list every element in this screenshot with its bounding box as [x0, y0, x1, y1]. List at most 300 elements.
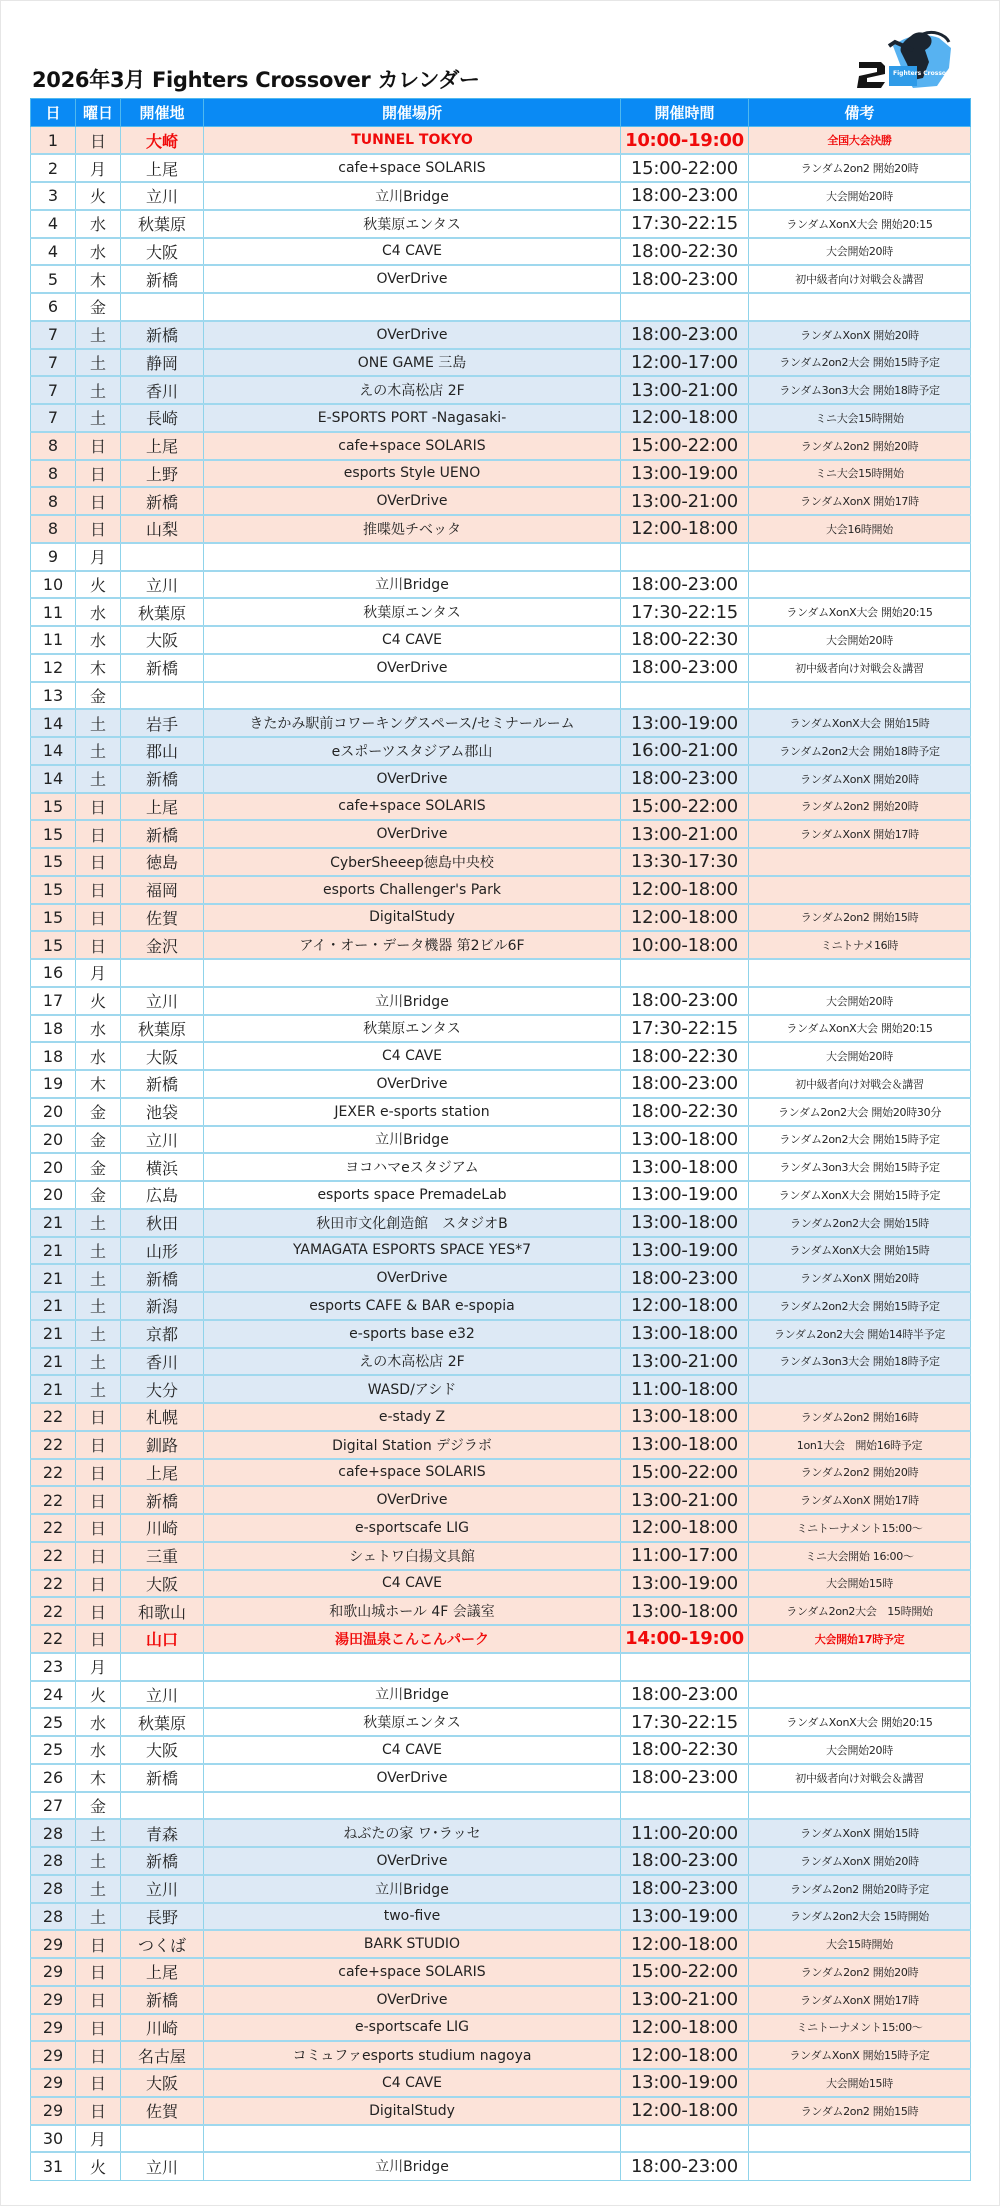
table-row — [31, 1736, 971, 1764]
cell-weekday: 土 — [76, 1819, 121, 1847]
cell-note: 大会開始20時 — [749, 1042, 971, 1070]
cell-weekday: 日 — [76, 487, 121, 515]
cell-time: 12:00-18:00 — [621, 515, 749, 543]
cell-weekday: 日 — [76, 876, 121, 904]
cell-venue: OVerDrive — [204, 1986, 621, 2014]
cell-time: 18:00-23:00 — [621, 571, 749, 599]
cell-venue — [204, 959, 621, 987]
cell-note: ランダムXonX大会 開始20:15 — [749, 210, 971, 238]
cell-time: 14:00-19:00 — [621, 1625, 749, 1653]
cell-weekday: 火 — [76, 571, 121, 599]
cell-time: 13:30-17:30 — [621, 848, 749, 876]
table-row — [31, 931, 971, 959]
cell-time: 12:00-18:00 — [621, 876, 749, 904]
cell-area: 大阪 — [121, 626, 204, 654]
cell-time: 17:30-22:15 — [621, 1708, 749, 1736]
table-row — [31, 210, 971, 238]
cell-weekday: 日 — [76, 904, 121, 932]
cell-day: 14 — [31, 737, 76, 765]
table-row — [31, 904, 971, 932]
cell-venue: C4 CAVE — [204, 1042, 621, 1070]
cell-note: ミニ大会15時開始 — [749, 460, 971, 488]
cell-note — [749, 682, 971, 710]
cell-weekday: 日 — [76, 2014, 121, 2042]
cell-venue: BARK STUDIO — [204, 1930, 621, 1958]
cell-note: ランダムXonX 開始15時予定 — [749, 2041, 971, 2069]
cell-area: 新橋 — [121, 1070, 204, 1098]
cell-note: 大会開始20時 — [749, 1736, 971, 1764]
cell-weekday: 日 — [76, 1459, 121, 1487]
cell-venue — [204, 293, 621, 321]
cell-venue: 立川Bridge — [204, 987, 621, 1015]
table-row — [31, 432, 971, 460]
table-row — [31, 182, 971, 210]
cell-weekday: 水 — [76, 1736, 121, 1764]
cell-time: 18:00-23:00 — [621, 987, 749, 1015]
cell-venue: OVerDrive — [204, 1486, 621, 1514]
cell-note: ミニ大会開始 16:00～ — [749, 1542, 971, 1570]
cell-day: 25 — [31, 1708, 76, 1736]
cell-time: 18:00-23:00 — [621, 1681, 749, 1709]
table-row — [31, 154, 971, 182]
cell-area: 新橋 — [121, 820, 204, 848]
cell-note: 大会15時開始 — [749, 1930, 971, 1958]
cell-venue: 立川Bridge — [204, 2152, 621, 2180]
table-row — [31, 1681, 971, 1709]
cell-weekday: 土 — [76, 737, 121, 765]
cell-note: ランダム2on2 開始15時 — [749, 2097, 971, 2125]
cell-day: 4 — [31, 210, 76, 238]
table-row — [31, 1986, 971, 2014]
cell-weekday: 土 — [76, 709, 121, 737]
cell-area: 川崎 — [121, 2014, 204, 2042]
cell-venue: ヨコハマeスタジアム — [204, 1153, 621, 1181]
cell-weekday: 土 — [76, 1847, 121, 1875]
table-row — [31, 820, 971, 848]
cell-venue: JEXER e-sports station — [204, 1098, 621, 1126]
cell-note: ミニトーナメント15:00～ — [749, 2014, 971, 2042]
cell-note: ランダムXonX 開始20時 — [749, 1264, 971, 1292]
cell-note: 大会開始15時 — [749, 2069, 971, 2097]
cell-time: 13:00-19:00 — [621, 709, 749, 737]
cell-day: 29 — [31, 1986, 76, 2014]
cell-note: ランダムXonX 開始17時 — [749, 1486, 971, 1514]
cell-venue: OVerDrive — [204, 1764, 621, 1792]
cell-note — [749, 1681, 971, 1709]
cell-day: 20 — [31, 1126, 76, 1154]
cell-time: 15:00-22:00 — [621, 154, 749, 182]
table-row — [31, 1958, 971, 1986]
cell-day: 7 — [31, 349, 76, 377]
table-row — [31, 1708, 971, 1736]
cell-day: 21 — [31, 1292, 76, 1320]
cell-time: 13:00-19:00 — [621, 460, 749, 488]
table-row — [31, 2152, 971, 2180]
cell-venue: 秋葉原エンタス — [204, 1708, 621, 1736]
cell-area — [121, 2125, 204, 2153]
cell-time: 11:00-18:00 — [621, 1375, 749, 1403]
cell-day: 22 — [31, 1570, 76, 1598]
cell-note: ランダム2on2大会 開始14時半予定 — [749, 1320, 971, 1348]
cell-time: 13:00-21:00 — [621, 1348, 749, 1376]
table-row — [31, 293, 971, 321]
cell-time: 15:00-22:00 — [621, 432, 749, 460]
cell-day: 15 — [31, 848, 76, 876]
cell-weekday: 水 — [76, 1015, 121, 1043]
cell-area: 上尾 — [121, 793, 204, 821]
cell-day: 5 — [31, 265, 76, 293]
cell-weekday: 金 — [76, 682, 121, 710]
table-row — [31, 1126, 971, 1154]
cell-weekday: 日 — [76, 1486, 121, 1514]
table-row — [31, 1042, 971, 1070]
cell-area: 立川 — [121, 182, 204, 210]
cell-time: 18:00-23:00 — [621, 1264, 749, 1292]
cell-time: 17:30-22:15 — [621, 598, 749, 626]
header-note: 備考 — [749, 99, 971, 127]
cell-time: 18:00-23:00 — [621, 265, 749, 293]
cell-weekday: 日 — [76, 931, 121, 959]
cell-note — [749, 959, 971, 987]
cell-time: 11:00-17:00 — [621, 1542, 749, 1570]
table-row — [31, 265, 971, 293]
cell-area: 大崎 — [121, 127, 204, 155]
cell-day: 10 — [31, 571, 76, 599]
cell-weekday: 日 — [76, 793, 121, 821]
cell-weekday: 水 — [76, 626, 121, 654]
table-row — [31, 2069, 971, 2097]
cell-venue — [204, 682, 621, 710]
table-row — [31, 987, 971, 1015]
table-row — [31, 1653, 971, 1681]
cell-area: つくば — [121, 1930, 204, 1958]
cell-area — [121, 1653, 204, 1681]
cell-day: 2 — [31, 154, 76, 182]
cell-note: ランダム2on2大会 開始15時 — [749, 1209, 971, 1237]
cell-time: 12:00-18:00 — [621, 2014, 749, 2042]
cell-area: 大阪 — [121, 1042, 204, 1070]
cell-area: 大阪 — [121, 1570, 204, 1598]
cell-time: 18:00-23:00 — [621, 321, 749, 349]
cell-day: 8 — [31, 487, 76, 515]
cell-note: ランダムXonX 開始17時 — [749, 487, 971, 515]
table-row — [31, 848, 971, 876]
cell-note: ランダム2on2 開始20時 — [749, 154, 971, 182]
cell-day: 20 — [31, 1098, 76, 1126]
cell-day: 7 — [31, 376, 76, 404]
cell-time: 18:00-23:00 — [621, 765, 749, 793]
cell-time: 13:00-21:00 — [621, 1986, 749, 2014]
cell-area: 佐賀 — [121, 904, 204, 932]
cell-time: 11:00-20:00 — [621, 1819, 749, 1847]
cell-weekday: 月 — [76, 2125, 121, 2153]
cell-note: 大会開始20時 — [749, 182, 971, 210]
cell-day: 18 — [31, 1015, 76, 1043]
table-row — [31, 238, 971, 266]
cell-venue: e-sportscafe LIG — [204, 1514, 621, 1542]
cell-venue: 秋葉原エンタス — [204, 210, 621, 238]
cell-day: 31 — [31, 2152, 76, 2180]
cell-venue: eスポーツスタジアム郡山 — [204, 737, 621, 765]
cell-venue: esports CAFE & BAR e-spopia — [204, 1292, 621, 1320]
cell-venue: コミュファesports studium nagoya — [204, 2041, 621, 2069]
cell-weekday: 日 — [76, 1625, 121, 1653]
table-row — [31, 1542, 971, 1570]
cell-day: 29 — [31, 2014, 76, 2042]
cell-note: ランダムXonX 開始17時 — [749, 1986, 971, 2014]
cell-venue: OVerDrive — [204, 1070, 621, 1098]
table-row — [31, 404, 971, 432]
cell-time: 13:00-18:00 — [621, 1320, 749, 1348]
cell-weekday: 日 — [76, 1597, 121, 1625]
cell-area: 新橋 — [121, 1764, 204, 1792]
cell-area: 山梨 — [121, 515, 204, 543]
cell-note: ランダムXonX大会 開始15時 — [749, 709, 971, 737]
cell-area: 秋葉原 — [121, 1015, 204, 1043]
cell-time: 12:00-18:00 — [621, 2097, 749, 2125]
cell-venue: C4 CAVE — [204, 238, 621, 266]
cell-time — [621, 293, 749, 321]
cell-day: 7 — [31, 321, 76, 349]
cell-time — [621, 1792, 749, 1820]
cell-venue: OVerDrive — [204, 654, 621, 682]
table-row — [31, 1570, 971, 1598]
cell-note: ランダム2on2 開始20時 — [749, 432, 971, 460]
cell-note: ランダム2on2大会 開始15時予定 — [749, 1292, 971, 1320]
cell-weekday: 日 — [76, 1542, 121, 1570]
cell-area: 立川 — [121, 1875, 204, 1903]
cell-weekday: 日 — [76, 2097, 121, 2125]
table-row — [31, 1015, 971, 1043]
cell-area: 佐賀 — [121, 2097, 204, 2125]
cell-time: 18:00-22:30 — [621, 238, 749, 266]
table-row — [31, 654, 971, 682]
cell-venue: TUNNEL TOKYO — [204, 127, 621, 155]
cell-area: 川崎 — [121, 1514, 204, 1542]
table-row — [31, 1264, 971, 1292]
cell-day: 22 — [31, 1514, 76, 1542]
cell-venue: OVerDrive — [204, 265, 621, 293]
table-row — [31, 2125, 971, 2153]
cell-area: 新橋 — [121, 321, 204, 349]
table-row — [31, 1597, 971, 1625]
table-row — [31, 876, 971, 904]
cell-time: 18:00-23:00 — [621, 1875, 749, 1903]
cell-venue: 立川Bridge — [204, 182, 621, 210]
cell-area — [121, 682, 204, 710]
cell-time: 18:00-23:00 — [621, 1847, 749, 1875]
cell-area: 立川 — [121, 987, 204, 1015]
table-row — [31, 2041, 971, 2069]
cell-note: ランダム2on2大会 開始18時予定 — [749, 737, 971, 765]
cell-note — [749, 876, 971, 904]
cell-weekday: 金 — [76, 1181, 121, 1209]
cell-venue: esports Challenger's Park — [204, 876, 621, 904]
cell-venue — [204, 1792, 621, 1820]
cell-day: 11 — [31, 626, 76, 654]
cell-note: ランダムXonX 開始20時 — [749, 321, 971, 349]
cell-time: 18:00-23:00 — [621, 2152, 749, 2180]
cell-day: 28 — [31, 1819, 76, 1847]
cell-venue: cafe+space SOLARIS — [204, 793, 621, 821]
cell-venue: アイ・オー・データ機器 第2ビル6F — [204, 931, 621, 959]
cell-note: 初中級者向け対戦会＆講習 — [749, 265, 971, 293]
cell-weekday: 日 — [76, 515, 121, 543]
cell-weekday: 水 — [76, 1708, 121, 1736]
cell-venue: 立川Bridge — [204, 1126, 621, 1154]
cell-weekday: 木 — [76, 654, 121, 682]
cell-weekday: 日 — [76, 848, 121, 876]
cell-day: 22 — [31, 1403, 76, 1431]
cell-time — [621, 2125, 749, 2153]
table-row — [31, 1153, 971, 1181]
cell-venue: Digital Station デジラボ — [204, 1431, 621, 1459]
cell-note: 初中級者向け対戦会＆講習 — [749, 1764, 971, 1792]
cell-weekday: 火 — [76, 987, 121, 1015]
cell-note — [749, 1653, 971, 1681]
table-row — [31, 626, 971, 654]
table-row — [31, 959, 971, 987]
cell-area: 香川 — [121, 1348, 204, 1376]
cell-day: 16 — [31, 959, 76, 987]
cell-area: 新橋 — [121, 1486, 204, 1514]
table-row — [31, 709, 971, 737]
cell-day: 12 — [31, 654, 76, 682]
cell-day: 18 — [31, 1042, 76, 1070]
cell-area: 上野 — [121, 460, 204, 488]
cell-time: 13:00-21:00 — [621, 820, 749, 848]
table-row — [31, 1098, 971, 1126]
cell-day: 21 — [31, 1237, 76, 1265]
cell-day: 28 — [31, 1903, 76, 1931]
table-row — [31, 515, 971, 543]
cell-weekday: 土 — [76, 1875, 121, 1903]
cell-area: 山口 — [121, 1625, 204, 1653]
cell-area: 釧路 — [121, 1431, 204, 1459]
table-row — [31, 1903, 971, 1931]
cell-weekday: 火 — [76, 2152, 121, 2180]
cell-area — [121, 543, 204, 571]
cell-note: 大会16時開始 — [749, 515, 971, 543]
cell-note — [749, 2152, 971, 2180]
cell-area: 新橋 — [121, 1986, 204, 2014]
cell-weekday: 金 — [76, 293, 121, 321]
table-header-row — [31, 99, 971, 127]
cell-venue: C4 CAVE — [204, 1570, 621, 1598]
cell-weekday: 日 — [76, 1930, 121, 1958]
cell-venue: DigitalStudy — [204, 904, 621, 932]
cell-weekday: 土 — [76, 1320, 121, 1348]
cell-time: 12:00-18:00 — [621, 1930, 749, 1958]
cell-venue: えの木高松店 2F — [204, 1348, 621, 1376]
cell-day: 22 — [31, 1486, 76, 1514]
cell-venue: C4 CAVE — [204, 626, 621, 654]
cell-weekday: 土 — [76, 1209, 121, 1237]
table-row — [31, 1292, 971, 1320]
table-row — [31, 1764, 971, 1792]
cell-day: 21 — [31, 1209, 76, 1237]
table-row — [31, 376, 971, 404]
cell-area: 大阪 — [121, 2069, 204, 2097]
cell-weekday: 土 — [76, 1292, 121, 1320]
cell-area: 横浜 — [121, 1153, 204, 1181]
cell-venue: きたかみ駅前コワーキングスペース/セミナールーム — [204, 709, 621, 737]
cell-time — [621, 959, 749, 987]
cell-weekday: 日 — [76, 1514, 121, 1542]
cell-time — [621, 543, 749, 571]
cell-time: 13:00-18:00 — [621, 1403, 749, 1431]
cell-day: 8 — [31, 432, 76, 460]
cell-day: 11 — [31, 598, 76, 626]
cell-time: 12:00-18:00 — [621, 1292, 749, 1320]
cell-area: 秋葉原 — [121, 1708, 204, 1736]
cell-venue: OVerDrive — [204, 765, 621, 793]
table-row — [31, 793, 971, 821]
page-title: 2026年3月 Fighters Crossover カレンダー — [32, 68, 480, 92]
cell-time: 17:30-22:15 — [621, 1015, 749, 1043]
cell-time: 18:00-22:30 — [621, 1736, 749, 1764]
cell-weekday: 日 — [76, 460, 121, 488]
cell-note: ランダムXonX大会 開始20:15 — [749, 598, 971, 626]
cell-weekday: 土 — [76, 1348, 121, 1376]
cell-area: 新橋 — [121, 1847, 204, 1875]
fighters-crossover-logo-icon — [853, 28, 957, 92]
cell-day: 21 — [31, 1348, 76, 1376]
cell-area: 秋田 — [121, 1209, 204, 1237]
table-row — [31, 1403, 971, 1431]
cell-weekday: 木 — [76, 1764, 121, 1792]
cell-area: 秋葉原 — [121, 598, 204, 626]
cell-weekday: 水 — [76, 1042, 121, 1070]
cell-note — [749, 543, 971, 571]
cell-day: 6 — [31, 293, 76, 321]
cell-venue: 秋葉原エンタス — [204, 1015, 621, 1043]
cell-weekday: 水 — [76, 598, 121, 626]
cell-weekday: 日 — [76, 127, 121, 155]
cell-weekday: 金 — [76, 1792, 121, 1820]
cell-weekday: 土 — [76, 1375, 121, 1403]
cell-note: ランダムXonX大会 開始15時予定 — [749, 1181, 971, 1209]
cell-time: 13:00-18:00 — [621, 1597, 749, 1625]
cell-time: 12:00-17:00 — [621, 349, 749, 377]
cell-venue: C4 CAVE — [204, 1736, 621, 1764]
cell-day: 29 — [31, 2069, 76, 2097]
cell-day: 22 — [31, 1625, 76, 1653]
cell-note: ミニトーナメント15:00～ — [749, 1514, 971, 1542]
cell-day: 8 — [31, 515, 76, 543]
cell-venue: えの木高松店 2F — [204, 376, 621, 404]
cell-area: 新橋 — [121, 487, 204, 515]
table-row — [31, 1181, 971, 1209]
cell-note: 初中級者向け対戦会＆講習 — [749, 654, 971, 682]
cell-area: 立川 — [121, 1126, 204, 1154]
cell-day: 4 — [31, 238, 76, 266]
cell-weekday: 月 — [76, 543, 121, 571]
cell-note: ランダム2on2大会 開始20時30分 — [749, 1098, 971, 1126]
cell-weekday: 土 — [76, 376, 121, 404]
cell-time: 13:00-21:00 — [621, 487, 749, 515]
cell-weekday: 日 — [76, 1986, 121, 2014]
cell-day: 23 — [31, 1653, 76, 1681]
cell-weekday: 日 — [76, 2041, 121, 2069]
cell-note: 大会開始20時 — [749, 626, 971, 654]
cell-venue: 推喋処チベッタ — [204, 515, 621, 543]
table-row — [31, 1875, 971, 1903]
cell-venue: 立川Bridge — [204, 571, 621, 599]
cell-time: 15:00-22:00 — [621, 793, 749, 821]
cell-venue: 和歌山城ホール 4F 会議室 — [204, 1597, 621, 1625]
cell-area: 上尾 — [121, 1459, 204, 1487]
